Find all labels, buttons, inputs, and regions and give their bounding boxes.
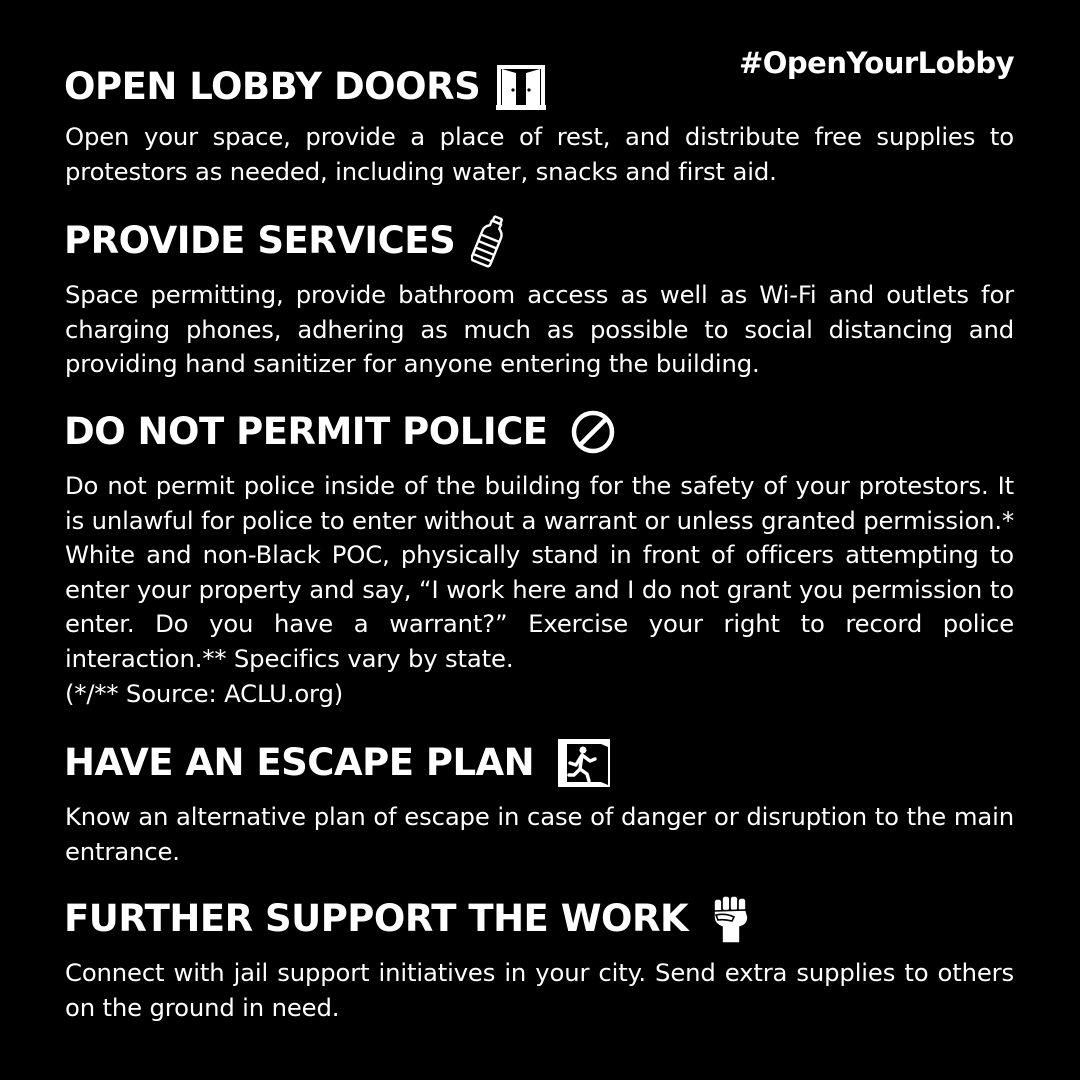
section-heading	[64, 407, 1014, 457]
section-open-lobby-doors	[64, 62, 1014, 189]
section-provide-services	[64, 216, 1014, 382]
section-body: Connect with jail support initiatives in your city. Send extra supplies to others on the ground in need.	[65, 958, 1014, 1022]
heading-provide-services: PROVIDE SERVICES	[64, 219, 456, 262]
section-body	[65, 469, 1014, 711]
heading-open-lobby-doors: OPEN LOBBY DOORS	[64, 65, 481, 108]
section-heading	[64, 62, 1014, 112]
prohibited-icon	[570, 409, 616, 455]
emergency-exit-icon	[558, 739, 610, 787]
police-body-text: Do not permit police inside of the building for the safety of your protestors. It is unlawful for police to enter without a warrant or unless granted permission.* White and non-Black POC, physically stand in front of officers attempting to enter your property and say, “I work here and I do not grant you permission to enter. Do you have a warrant?” Exercise your right to record police interaction.** Specifics vary by state.	[65, 471, 1014, 673]
section-body: Space permitting, provide bathroom access as well as Wi-Fi and outlets for charging phones, adhering as much as possible to social distancing and providing hand sanitizer for anyone entering the building.	[65, 280, 1014, 379]
heading-do-not-permit-police: DO NOT PERMIT POLICE	[64, 410, 548, 453]
hashtag: #OpenYourLobby	[738, 46, 1014, 80]
section-further-support-the-work	[64, 894, 1014, 1025]
open-doors-icon	[496, 64, 546, 110]
raised-fist-icon	[710, 893, 752, 945]
section-heading	[64, 738, 1014, 788]
section-heading	[64, 894, 1014, 944]
heading-have-an-escape-plan: HAVE AN ESCAPE PLAN	[64, 741, 535, 784]
section-do-not-permit-police	[64, 407, 1014, 711]
section-heading	[64, 216, 1014, 266]
section-body: Open your space, provide a place of rest, and distribute free supplies to protestors as needed, including water, snacks and first aid.	[65, 122, 1014, 186]
section-have-an-escape-plan	[64, 738, 1014, 869]
section-body: Know an alternative plan of escape in case of danger or disruption to the main entrance.	[65, 802, 1014, 866]
heading-further-support-the-work: FURTHER SUPPORT THE WORK	[64, 897, 689, 940]
water-bottle-icon	[471, 214, 507, 268]
source-note: (*/** Source: ACLU.org)	[65, 678, 344, 708]
